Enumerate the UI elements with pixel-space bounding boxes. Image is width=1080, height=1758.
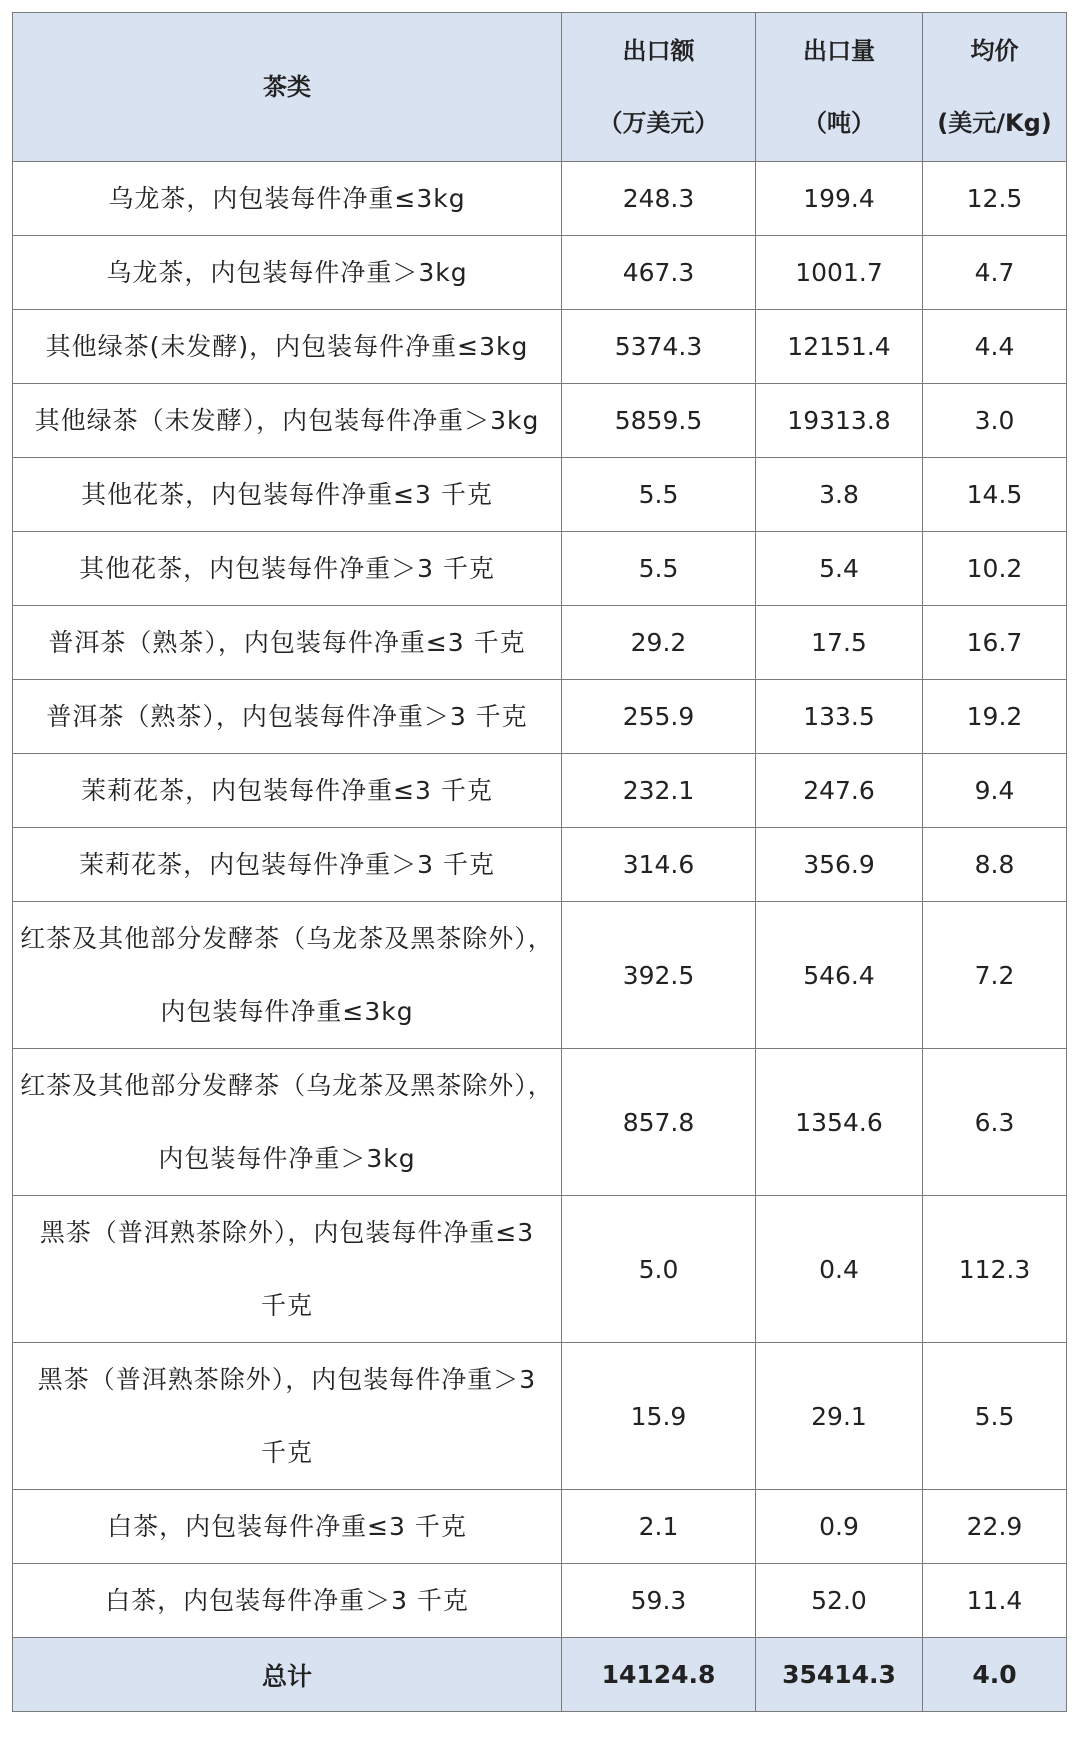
table-row [13,754,1067,828]
tea-export-table [12,12,1067,1712]
avg-price-cell: 16.7 [923,606,1067,680]
export-volume-cell: 133.5 [756,680,923,754]
tea-type-cell [13,902,562,1049]
export-volume-cell: 12151.4 [756,310,923,384]
header-export-volume [756,13,923,162]
avg-price-cell: 4.4 [923,310,1067,384]
export-value-cell: 248.3 [562,162,756,236]
header-export-value-line1: 出口额 [622,37,695,65]
tea-type-line: 内包装每件净重≤3kg [160,997,414,1026]
table-row [13,310,1067,384]
tea-type-cell [13,310,562,384]
tea-type-line: 茉莉花茶，内包装每件净重＞3 千克 [79,850,495,879]
avg-price-cell: 10.2 [923,532,1067,606]
tea-type-line: 普洱茶（熟茶），内包装每件净重＞3 千克 [46,702,528,731]
tea-type-cell [13,1564,562,1638]
tea-type-cell [13,1196,562,1343]
tea-type-line: 白茶，内包装每件净重＞3 千克 [105,1586,469,1615]
total-label: 总计 [13,1638,562,1712]
total-row [13,1638,1067,1712]
export-value-cell: 2.1 [562,1490,756,1564]
export-value-cell: 5859.5 [562,384,756,458]
table-row [13,1049,1067,1196]
tea-type-line: 黑茶（普洱熟茶除外），内包装每件净重≤3 [39,1218,535,1247]
table-row [13,680,1067,754]
tea-type-cell [13,162,562,236]
export-volume-cell: 19313.8 [756,384,923,458]
tea-type-line: 白茶，内包装每件净重≤3 千克 [107,1512,467,1541]
tea-type-cell [13,532,562,606]
avg-price-cell: 19.2 [923,680,1067,754]
avg-price-cell: 11.4 [923,1564,1067,1638]
tea-type-cell [13,236,562,310]
avg-price-cell: 5.5 [923,1343,1067,1490]
avg-price-cell: 6.3 [923,1049,1067,1196]
export-value-cell: 467.3 [562,236,756,310]
tea-type-line: 其他绿茶(未发酵)，内包装每件净重≤3kg [45,332,529,361]
total-export-volume: 35414.3 [756,1638,923,1712]
export-value-cell: 59.3 [562,1564,756,1638]
tea-type-cell [13,828,562,902]
tea-type-line: 千克 [260,1291,313,1320]
table-row [13,828,1067,902]
tea-type-cell [13,458,562,532]
tea-type-cell [13,754,562,828]
export-volume-cell: 52.0 [756,1564,923,1638]
tea-type-cell [13,1490,562,1564]
export-volume-cell: 247.6 [756,754,923,828]
table-row [13,162,1067,236]
table-row [13,1196,1067,1343]
export-value-cell: 255.9 [562,680,756,754]
tea-type-line: 千克 [260,1438,313,1467]
avg-price-cell: 14.5 [923,458,1067,532]
export-volume-cell: 5.4 [756,532,923,606]
avg-price-cell: 7.2 [923,902,1067,1049]
export-volume-cell: 1001.7 [756,236,923,310]
export-volume-cell: 17.5 [756,606,923,680]
export-value-cell: 29.2 [562,606,756,680]
export-volume-cell: 0.4 [756,1196,923,1343]
tea-type-cell [13,606,562,680]
avg-price-cell: 3.0 [923,384,1067,458]
export-value-cell: 5.0 [562,1196,756,1343]
tea-type-cell [13,1343,562,1490]
tea-type-line: 其他花茶，内包装每件净重＞3 千克 [79,554,495,583]
header-export-volume-line1: 出口量 [803,37,875,65]
avg-price-cell: 12.5 [923,162,1067,236]
header-export-volume-line2: （吨） [803,109,875,137]
table-body [13,162,1067,1638]
table-row [13,384,1067,458]
header-export-value [562,13,756,162]
header-avg-price-line2: (美元/Kg) [937,109,1052,137]
export-volume-cell: 3.8 [756,458,923,532]
tea-type-line: 普洱茶（熟茶），内包装每件净重≤3 千克 [48,628,526,657]
tea-type-line: 红茶及其他部分发酵茶（乌龙茶及黑茶除外）， [20,1071,554,1100]
export-value-cell: 857.8 [562,1049,756,1196]
header-avg-price-line1: 均价 [970,37,1019,65]
avg-price-cell: 8.8 [923,828,1067,902]
tea-type-line: 乌龙茶，内包装每件净重＞3kg [106,258,468,287]
tea-type-cell [13,1049,562,1196]
table-row [13,236,1067,310]
header-avg-price [923,13,1067,162]
table-row [13,1564,1067,1638]
avg-price-cell: 22.9 [923,1490,1067,1564]
export-volume-cell: 199.4 [756,162,923,236]
tea-type-line: 红茶及其他部分发酵茶（乌龙茶及黑茶除外）， [20,924,554,953]
export-value-cell: 5.5 [562,532,756,606]
tea-type-line: 乌龙茶，内包装每件净重≤3kg [108,184,466,213]
export-volume-cell: 356.9 [756,828,923,902]
export-volume-cell: 29.1 [756,1343,923,1490]
table-row [13,606,1067,680]
tea-type-line: 其他绿茶（未发酵），内包装每件净重＞3kg [34,406,540,435]
tea-type-line: 内包装每件净重＞3kg [158,1144,416,1173]
tea-type-line: 黑茶（普洱熟茶除外），内包装每件净重＞3 [37,1365,537,1394]
table-row [13,1490,1067,1564]
header-export-value-line2: （万美元） [598,109,719,137]
tea-type-cell [13,384,562,458]
export-volume-cell: 546.4 [756,902,923,1049]
export-volume-cell: 1354.6 [756,1049,923,1196]
export-value-cell: 232.1 [562,754,756,828]
export-value-cell: 314.6 [562,828,756,902]
export-volume-cell: 0.9 [756,1490,923,1564]
total-avg-price: 4.0 [923,1638,1067,1712]
table-row [13,1343,1067,1490]
export-value-cell: 15.9 [562,1343,756,1490]
tea-type-cell [13,680,562,754]
tea-type-line: 其他花茶，内包装每件净重≤3 千克 [81,480,493,509]
avg-price-cell: 4.7 [923,236,1067,310]
avg-price-cell: 9.4 [923,754,1067,828]
tea-type-line: 茉莉花茶，内包装每件净重≤3 千克 [81,776,493,805]
table-row [13,458,1067,532]
export-value-cell: 5374.3 [562,310,756,384]
export-value-cell: 392.5 [562,902,756,1049]
avg-price-cell: 112.3 [923,1196,1067,1343]
table-row [13,902,1067,1049]
total-export-value: 14124.8 [562,1638,756,1712]
header-tea-type: 茶类 [13,13,562,162]
export-value-cell: 5.5 [562,458,756,532]
header-row [13,13,1067,162]
table-row [13,532,1067,606]
